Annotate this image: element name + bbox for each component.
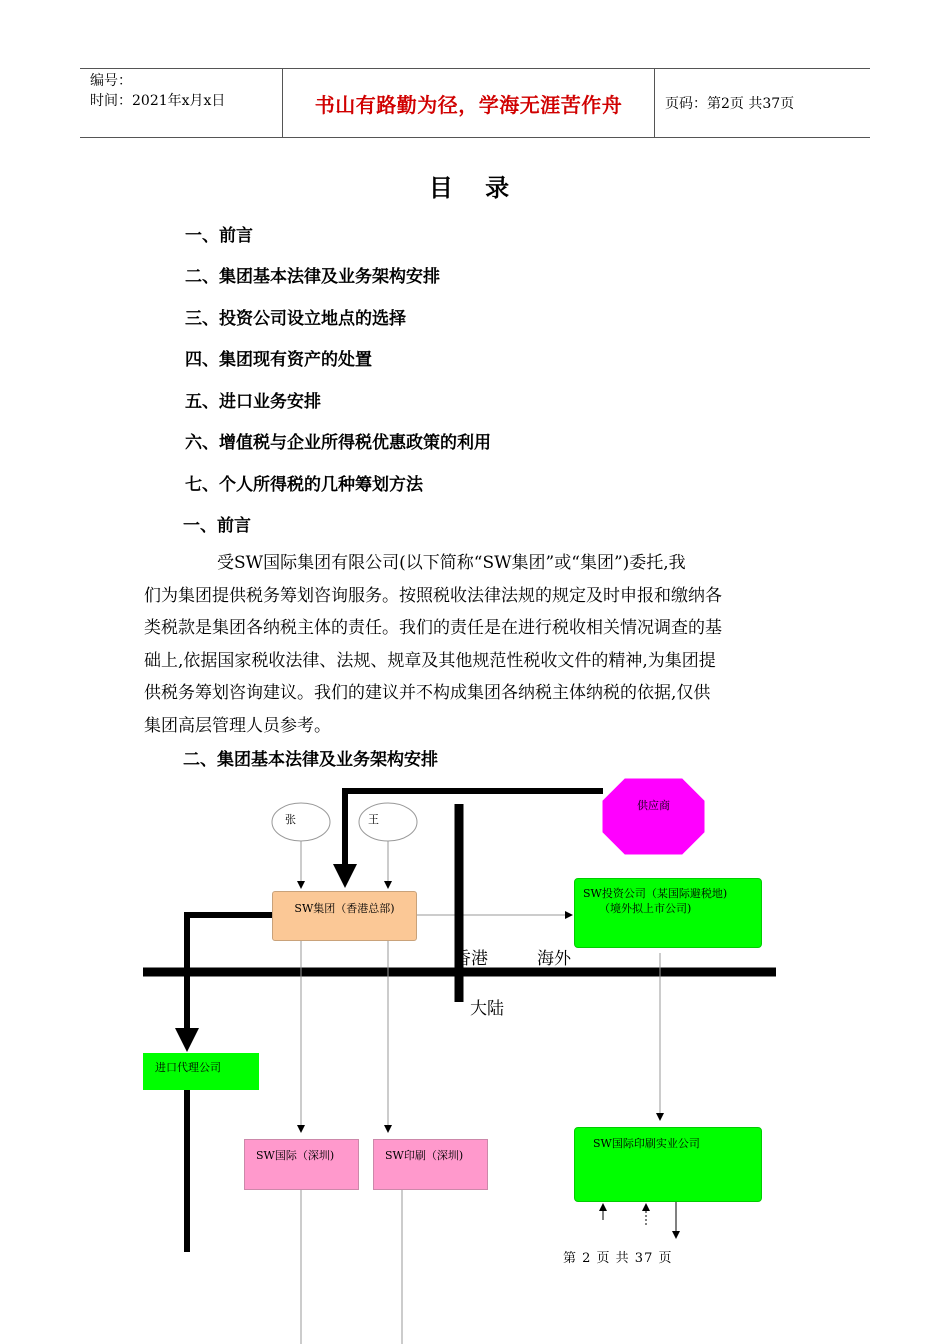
section-heading: 二、集团基本法律及业务架构安排 [183, 750, 438, 770]
paragraph-line: 础上,依据国家税收法律、法规、规章及其他规范性税收文件的精神,为集团提 [144, 650, 716, 671]
sw-print-sz-node [373, 1139, 488, 1190]
sw-group-node [272, 891, 417, 941]
sw-invest-label-2: （境外拟上市公司) [599, 902, 692, 915]
toc-item: 四、集团现有资产的处置 [185, 350, 372, 370]
toc-item: 一、前言 [185, 226, 253, 246]
sw-print-sz-label: SW印刷（深圳) [385, 1149, 464, 1162]
sw-group-label: SW集团（香港总部) [294, 902, 395, 915]
section-heading: 一、前言 [183, 516, 251, 536]
header-time: 时间：2021年x月x日 [90, 93, 226, 109]
header-page-info: 页码：第2页 共37页 [665, 96, 795, 112]
paragraph-line: 们为集团提供税务筹划咨询服务。按照税收法律法规的规定及时申报和缴纳各 [144, 585, 722, 606]
structure-diagram [0, 770, 950, 1344]
arrow-group-to-import [187, 915, 272, 1046]
toc-item: 二、集团基本法律及业务架构安排 [185, 267, 440, 287]
sw-invest-node [574, 878, 762, 948]
header-meta [80, 69, 282, 137]
paragraph-line: 集团高层管理人员参考。 [144, 715, 331, 736]
import-agent-node [143, 1053, 259, 1090]
header-motto: 书山有路勤为径，学海无涯苦作舟 [282, 69, 655, 137]
sw-print-industry-label: SW国际印刷实业公司 [593, 1137, 700, 1150]
sw-invest-label-1: SW投资公司（某国际避税地) [583, 887, 728, 900]
paragraph-line: 供税务筹划咨询建议。我们的建议并不构成集团各纳税主体纳税的依据,仅供 [144, 683, 711, 703]
paragraph-line: 受SW国际集团有限公司(以下简称“SW集团”或“集团”)委托,我 [217, 553, 686, 573]
page-header [80, 68, 870, 138]
page-footer: 第 2 页 共 37 页 [563, 1251, 673, 1266]
paragraph-line: 类税款是集团各纳税主体的责任。我们的责任是在进行税收相关情况调查的基 [144, 618, 722, 638]
person-zhang-label: 张 [285, 813, 296, 826]
person-wang-label: 王 [368, 813, 379, 826]
sw-print-industry-node [574, 1127, 762, 1202]
region-hk-label: 香港 [454, 949, 488, 969]
region-overseas-label: 海外 [537, 949, 571, 969]
toc-item: 三、投资公司设立地点的选择 [185, 309, 406, 329]
toc-item: 五、进口业务安排 [185, 392, 321, 412]
sw-intl-sz-node [244, 1139, 359, 1190]
toc-item: 七、个人所得税的几种筹划方法 [185, 475, 423, 495]
supplier-label: 供应商 [637, 799, 670, 812]
header-number: 编号： [90, 73, 132, 89]
toc-item: 六、增值税与企业所得税优惠政策的利用 [185, 433, 491, 453]
supplier-shape [603, 779, 704, 854]
region-mainland-label: 大陆 [470, 999, 504, 1019]
section-paragraph [144, 547, 809, 742]
sw-intl-sz-label: SW国际（深圳) [256, 1149, 335, 1162]
import-agent-label: 进口代理公司 [155, 1061, 221, 1074]
person-zhang-shape [272, 803, 330, 841]
toc-title: 目 录 [428, 173, 522, 202]
